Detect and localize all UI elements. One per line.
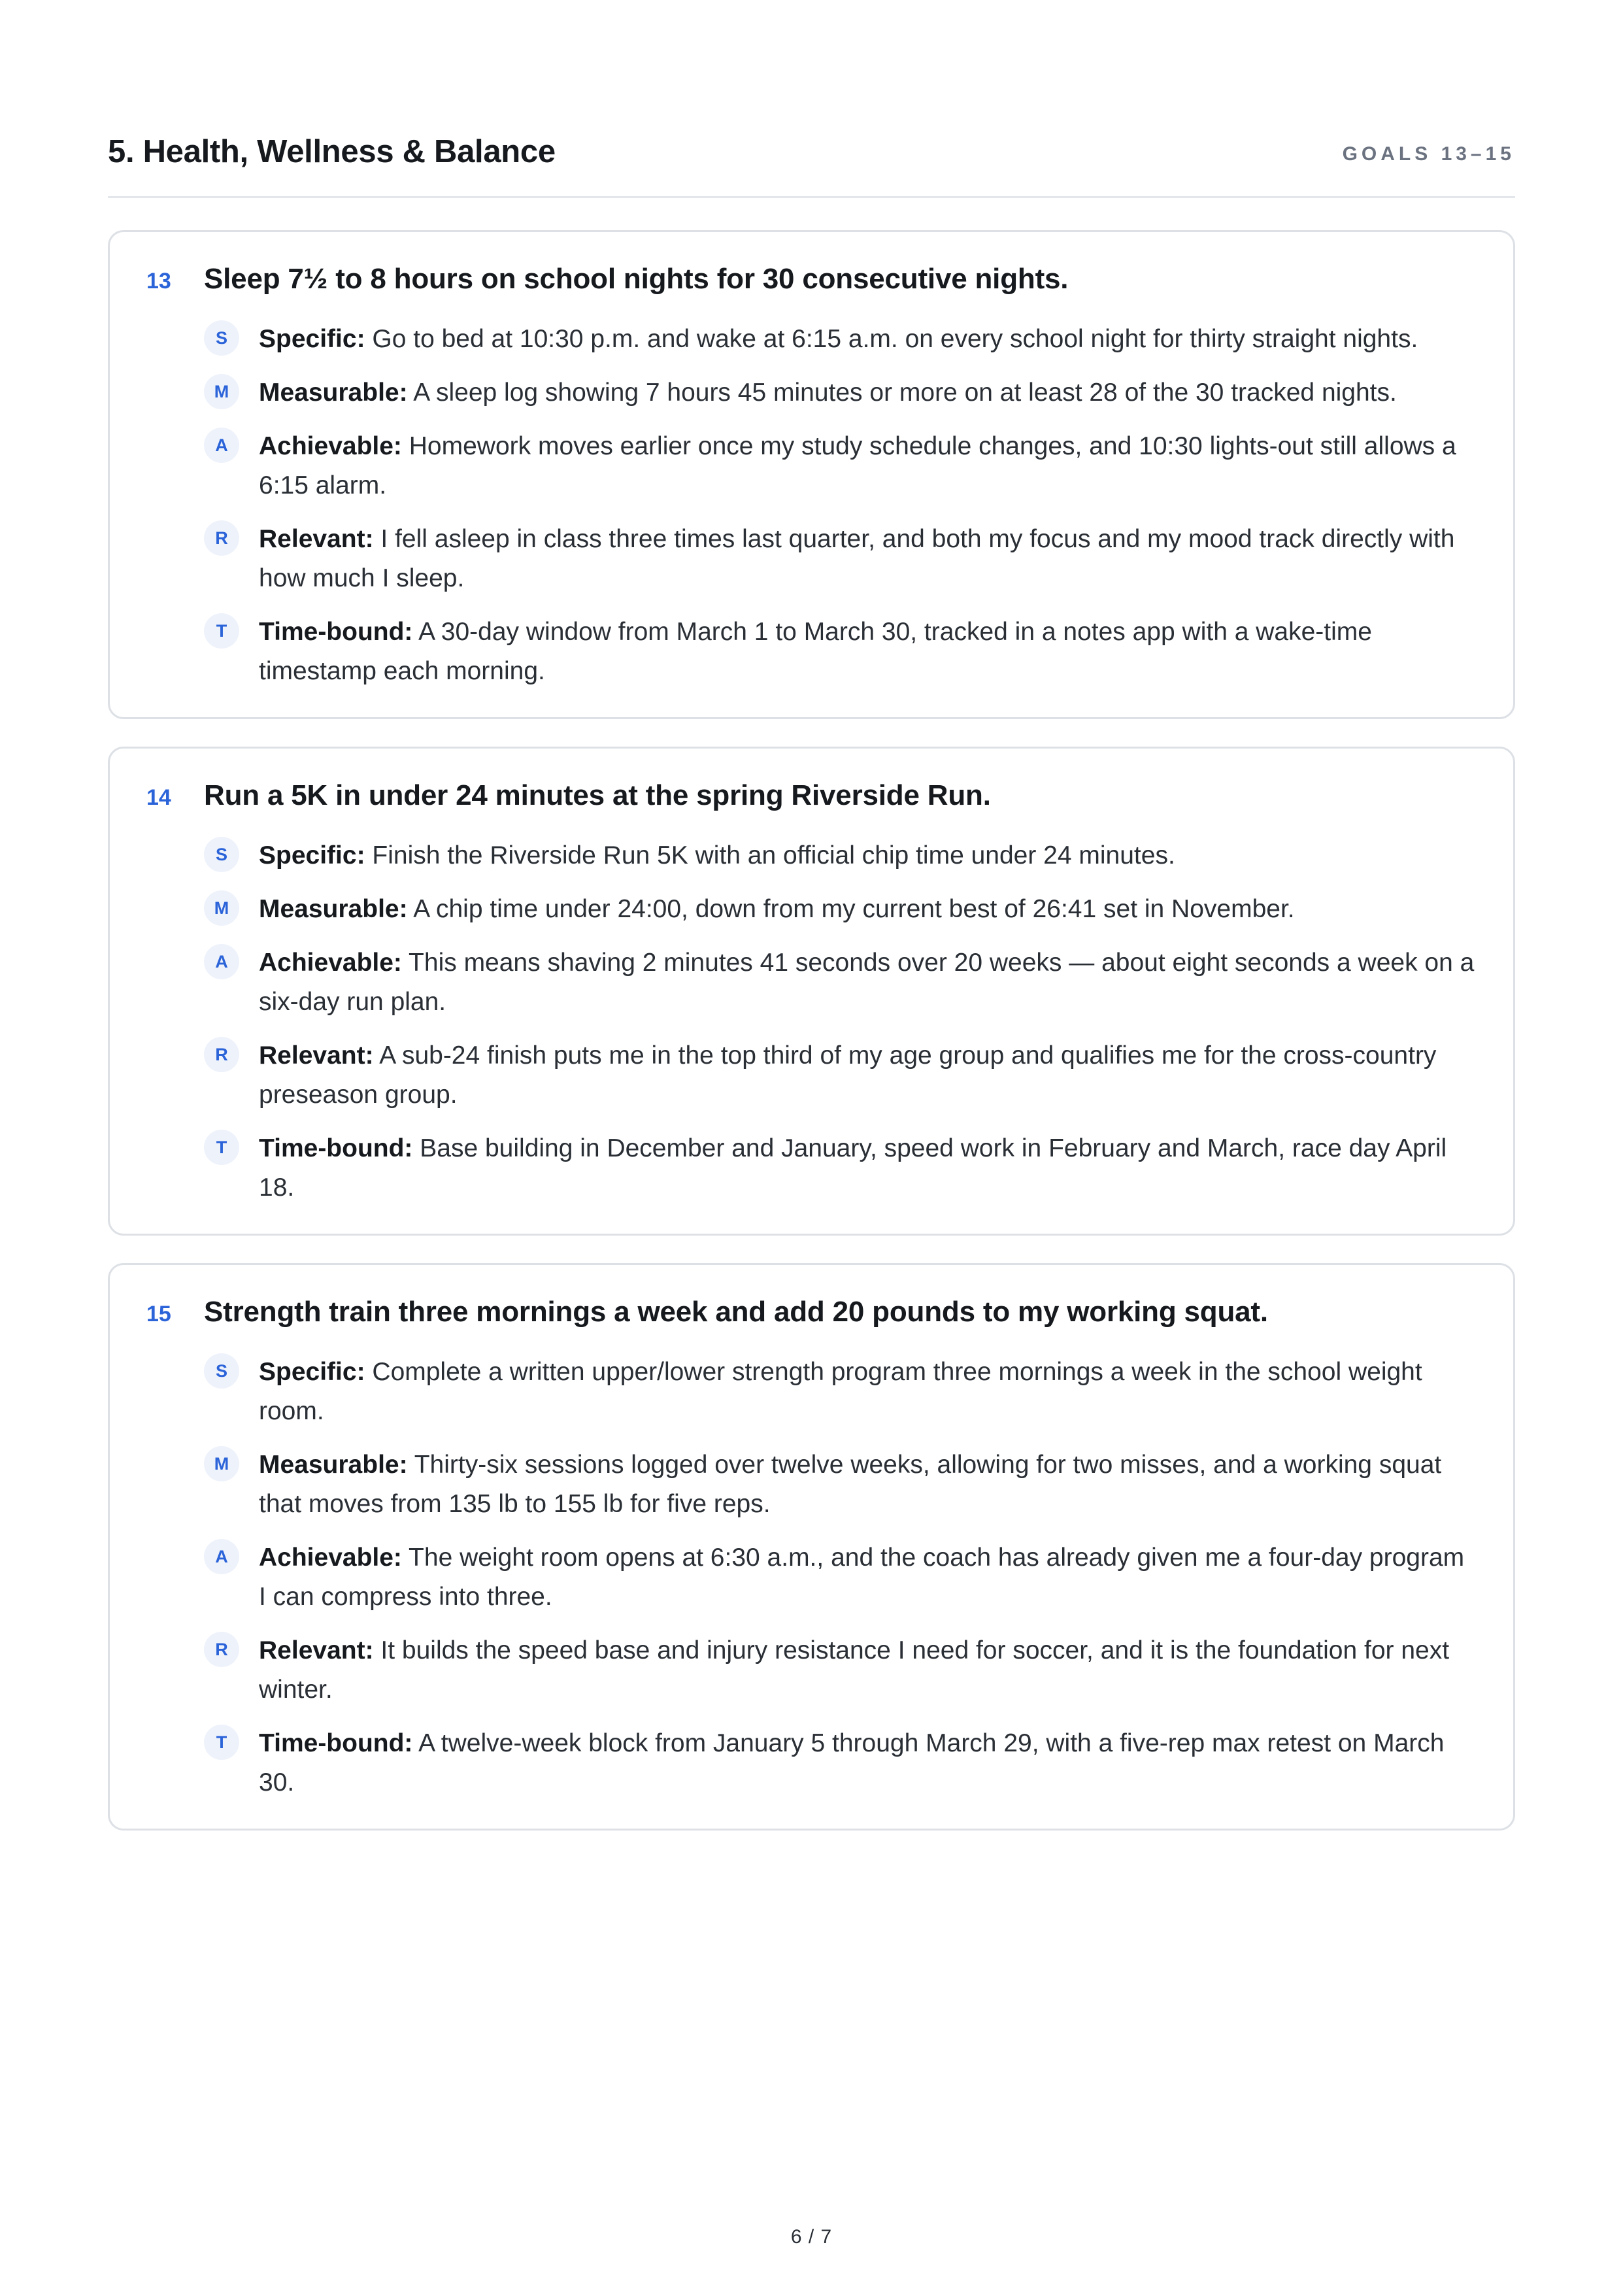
smart-text bbox=[259, 1724, 1478, 1802]
smart-item-time-bound bbox=[204, 613, 1478, 691]
smart-text bbox=[259, 320, 1418, 359]
letter-badge: S bbox=[204, 1353, 239, 1389]
smart-label: Achievable: bbox=[259, 432, 402, 460]
smart-label: Achievable: bbox=[259, 1544, 402, 1572]
smart-description: A twelve-week block from January 5 through March 29, with a five-rep max retest on March 30. bbox=[259, 1729, 1445, 1797]
smart-item-achievable bbox=[204, 943, 1478, 1022]
letter-badge: S bbox=[204, 837, 239, 872]
letter-badge: A bbox=[204, 1539, 239, 1574]
smart-label: Relevant: bbox=[259, 1636, 374, 1664]
smart-description: Thirty-six sessions logged over twelve weeks, allowing for two misses, and a working squat that moves from 135 lb to 155 lb for five reps. bbox=[259, 1451, 1442, 1518]
letter-badge: T bbox=[204, 613, 239, 649]
goal-header bbox=[146, 260, 1478, 299]
smart-item-achievable bbox=[204, 1538, 1478, 1617]
smart-description: This means shaving 2 minutes 41 seconds over 20 weeks — about eight seconds a week on a six-day run plan. bbox=[259, 949, 1475, 1016]
smart-description: The weight room opens at 6:30 a.m., and the coach has already given me a four-day program I can compress into three. bbox=[259, 1544, 1465, 1611]
smart-description: A 30-day window from March 1 to March 30, tracked in a notes app with a wake-time timestamp each morning. bbox=[259, 618, 1372, 685]
goal-title: Sleep 7½ to 8 hours on school nights for 30 consecutive nights. bbox=[204, 263, 1069, 295]
goal-card bbox=[108, 1263, 1515, 1831]
smart-item-achievable bbox=[204, 427, 1478, 505]
goal-number: 14 bbox=[146, 785, 171, 810]
letter-badge: M bbox=[204, 890, 239, 926]
smart-label: Specific: bbox=[259, 841, 365, 869]
smart-description: A sub-24 finish puts me in the top third of my age group and qualifies me for the cross-country preseason group. bbox=[259, 1041, 1437, 1109]
smart-text bbox=[259, 836, 1175, 875]
goal-header bbox=[146, 776, 1478, 815]
smart-label: Achievable: bbox=[259, 949, 402, 977]
letter-badge: A bbox=[204, 944, 239, 979]
goal-number: 15 bbox=[146, 1302, 171, 1326]
smart-item-time-bound bbox=[204, 1724, 1478, 1802]
smart-text bbox=[259, 373, 1397, 413]
smart-item-relevant bbox=[204, 1036, 1478, 1115]
smart-label: Relevant: bbox=[259, 1041, 374, 1070]
smart-label: Specific: bbox=[259, 1358, 365, 1386]
smart-item-specific bbox=[204, 836, 1478, 875]
smart-item-measurable bbox=[204, 1445, 1478, 1524]
smart-item-relevant bbox=[204, 520, 1478, 598]
smart-text bbox=[259, 427, 1478, 505]
goal-cards bbox=[108, 230, 1515, 1858]
letter-badge: R bbox=[204, 1037, 239, 1072]
goal-title: Run a 5K in under 24 minutes at the spring Riverside Run. bbox=[204, 779, 991, 811]
goal-header bbox=[146, 1292, 1478, 1332]
smart-description: It builds the speed base and injury resistance I need for soccer, and it is the foundation for next winter. bbox=[259, 1636, 1450, 1704]
smart-text bbox=[259, 1129, 1478, 1207]
smart-text bbox=[259, 1445, 1478, 1524]
letter-badge: R bbox=[204, 1632, 239, 1667]
smart-text bbox=[259, 1538, 1478, 1617]
smart-description: A chip time under 24:00, down from my current best of 26:41 set in November. bbox=[407, 895, 1295, 923]
smart-label: Time-bound: bbox=[259, 1134, 413, 1162]
letter-badge: T bbox=[204, 1130, 239, 1165]
smart-label: Specific: bbox=[259, 325, 365, 353]
section-goal-range: GOALS 13–15 bbox=[1342, 143, 1515, 165]
letter-badge: A bbox=[204, 428, 239, 463]
smart-label: Relevant: bbox=[259, 525, 374, 553]
smart-text bbox=[259, 890, 1295, 929]
smart-item-time-bound bbox=[204, 1129, 1478, 1207]
page-number: 6 / 7 bbox=[790, 2226, 833, 2248]
letter-badge: M bbox=[204, 1446, 239, 1481]
section-header bbox=[108, 128, 1515, 198]
smart-text bbox=[259, 1631, 1478, 1710]
smart-item-measurable bbox=[204, 890, 1478, 929]
smart-description: Go to bed at 10:30 p.m. and wake at 6:15 a.m. on every school night for thirty straight nights. bbox=[365, 325, 1418, 353]
smart-criteria-list bbox=[146, 836, 1478, 1207]
smart-item-specific bbox=[204, 1353, 1478, 1431]
smart-text bbox=[259, 1036, 1478, 1115]
smart-criteria-list bbox=[146, 320, 1478, 691]
section-title: 5. Health, Wellness & Balance bbox=[108, 134, 556, 169]
smart-label: Measurable: bbox=[259, 1451, 408, 1479]
smart-criteria-list bbox=[146, 1353, 1478, 1802]
goal-card bbox=[108, 747, 1515, 1236]
smart-text bbox=[259, 943, 1478, 1022]
goal-card bbox=[108, 230, 1515, 719]
letter-badge: T bbox=[204, 1725, 239, 1760]
smart-text bbox=[259, 520, 1478, 598]
goal-title: Strength train three mornings a week and add 20 pounds to my working squat. bbox=[204, 1296, 1268, 1328]
smart-item-relevant bbox=[204, 1631, 1478, 1710]
smart-description: Base building in December and January, speed work in February and March, race day April 18. bbox=[259, 1134, 1447, 1202]
smart-description: Homework moves earlier once my study schedule changes, and 10:30 lights-out still allows a 6:15 alarm. bbox=[259, 432, 1456, 499]
smart-description: A sleep log showing 7 hours 45 minutes or more on at least 28 of the 30 tracked nights. bbox=[407, 379, 1397, 407]
letter-badge: M bbox=[204, 374, 239, 409]
smart-description: Finish the Riverside Run 5K with an official chip time under 24 minutes. bbox=[365, 841, 1175, 869]
goal-number: 13 bbox=[146, 269, 171, 294]
letter-badge: R bbox=[204, 520, 239, 556]
smart-label: Measurable: bbox=[259, 895, 408, 923]
smart-item-specific bbox=[204, 320, 1478, 359]
smart-text bbox=[259, 1353, 1478, 1431]
smart-item-measurable bbox=[204, 373, 1478, 413]
smart-label: Time-bound: bbox=[259, 1729, 413, 1757]
letter-badge: S bbox=[204, 320, 239, 356]
smart-text bbox=[259, 613, 1478, 691]
smart-label: Time-bound: bbox=[259, 618, 413, 646]
smart-description: I fell asleep in class three times last quarter, and both my focus and my mood track directly with how much I sleep. bbox=[259, 525, 1455, 592]
smart-description: Complete a written upper/lower strength program three mornings a week in the school weight room. bbox=[259, 1358, 1422, 1425]
smart-label: Measurable: bbox=[259, 379, 408, 407]
